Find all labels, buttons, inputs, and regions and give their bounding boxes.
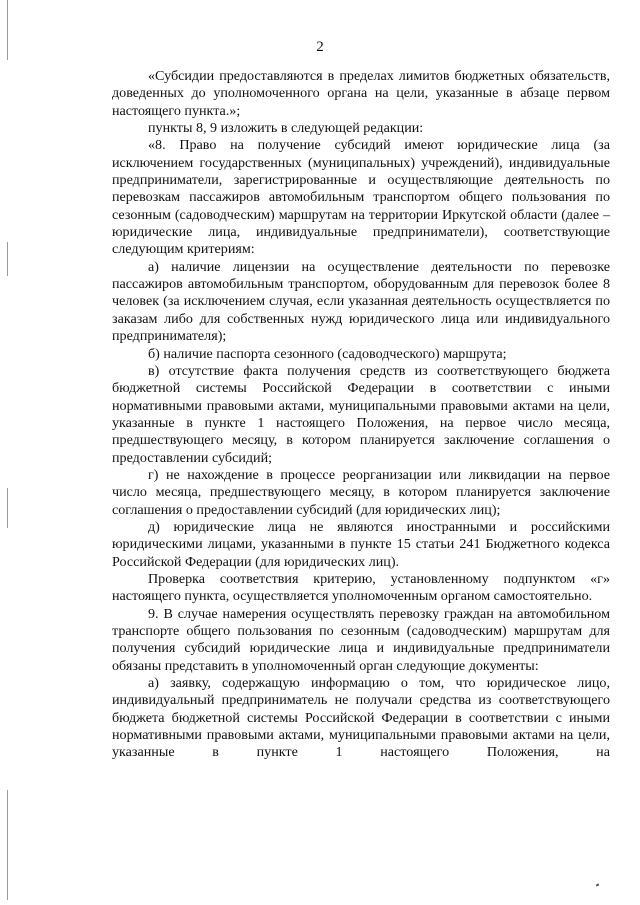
scan-corner-mark <box>596 883 600 886</box>
paragraph-subsidy-limits: «Субсидии предоставляются в пределах лимитов бюджетных обязательств, доведенных до уполномоченного органа на цели, указанные в абзаце первом настоящего пункта.»; <box>112 68 610 119</box>
scan-edge-mark <box>7 488 8 528</box>
paragraph-criterion-v: в) отсутствие факта получения средств из соответствующего бюджета бюджетной системы Российской Федерации в соответствии с иными нормативными правовыми актами, муниципальными правовыми актами на цели, указанные в пункте 1 настоящего Положения, на первое число месяца, предшествующего месяцу, в котором планируется заключение соглашения о предоставлении субсидий; <box>112 362 610 466</box>
paragraph-criterion-b: б) наличие паспорта сезонного (садоводческого) маршрута; <box>148 345 507 362</box>
paragraph-criterion-a: а) наличие лицензии на осуществление деятельности по перевозке пассажиров автомобильным транспортом, оборудованным для перевозок более 8 человек (за исключением случая, если указанная деятельность осуществляется по заказам либо для собственных нужд юридического лица или индивидуального предпринимателя); <box>112 258 610 345</box>
paragraph-document-a: а) заявку, содержащую информацию о том, что юридическое лицо, индивидуальный предприниматель не получали средства из соответствующего бюджета бюджетной системы Российской Федерации в соответствии с иными нормативными правовыми актами, муниципальными правовыми актами на цели, указанные в пункте 1 настоящего Положения, на <box>112 675 610 761</box>
paragraph-amend-points: пункты 8, 9 изложить в следующей редакции: <box>148 120 424 137</box>
paragraph-criterion-g: г) не нахождение в процессе реорганизации или ликвидации на первое число месяца, предшествующего месяцу, в котором планируется заключение соглашения о предоставлении субсидий (для юридических лиц); <box>112 466 610 518</box>
scan-edge-mark <box>7 790 8 900</box>
paragraph-verification: Проверка соответствия критерию, установленному подпунктом «г» настоящего пункта, осуществляется уполномоченным органом самостоятельно. <box>112 570 610 605</box>
paragraph-point-8: «8. Право на получение субсидий имеют юридические лица (за исключением государственных (муниципальных) учреждений), индивидуальные предприниматели, зарегистрированные и осуществляющие деятельность по перевозкам пассажиров автомобильным транспортом общего пользования по сезонным (садоводческим) маршрутам на территории Иркутской области (далее – юридические лица, индивидуальные предприниматели), соответствующие следующим критериям: <box>112 137 610 258</box>
paragraph-criterion-d: д) юридические лица не являются иностранными и российскими юридическими лицами, указанными в пункте 15 статьи 241 Бюджетного кодекса Российской Федерации (для юридических лиц). <box>112 518 610 570</box>
scan-edge-mark <box>7 242 8 276</box>
document-body <box>112 68 610 762</box>
paragraph-point-9: 9. В случае намерения осуществлять перевозку граждан на автомобильном транспорте общего пользования по сезонным (садоводческим) маршрутам для получения субсидий юридические лица и индивидуальные предприниматели обязаны представить в уполномоченный орган следующие документы: <box>112 605 610 674</box>
page-number: 2 <box>316 39 324 55</box>
